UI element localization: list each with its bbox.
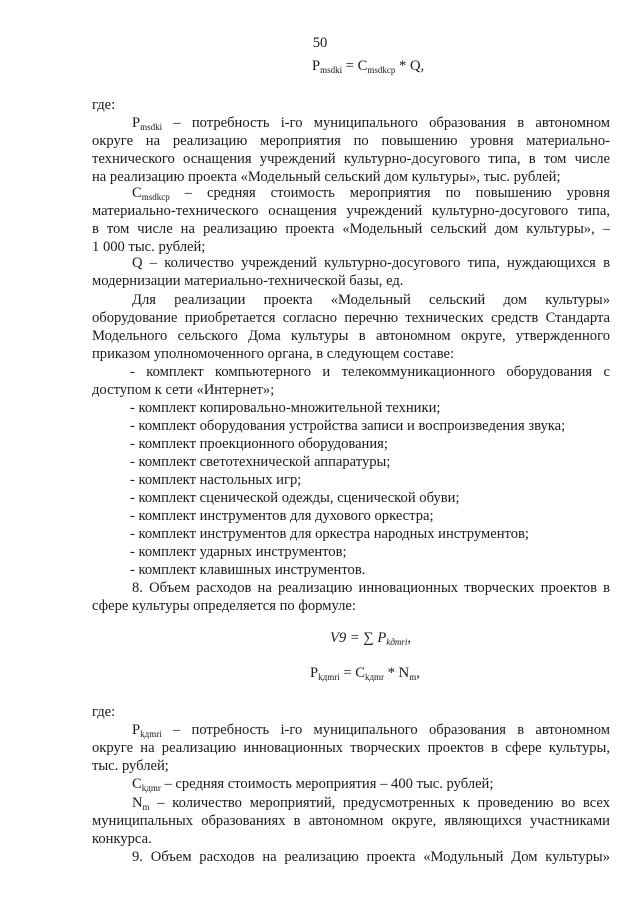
para9-line: 9. Объем расходов на реализацию проекта «Модульный Дом культуры» bbox=[132, 849, 610, 865]
equipment-list-item: - комплект инструментов для оркестра народных инструментов; bbox=[130, 526, 529, 542]
equipment-list-item: - комплект оборудования устройства записи и воспроизведения звука; bbox=[130, 418, 566, 434]
def-pmsdki-line: на реализацию проекта «Модельный сельский дом культуры», тыс. рублей; bbox=[92, 169, 561, 185]
equipment-list-item: - комплект светотехнической аппаратуры; bbox=[130, 454, 391, 470]
def-pmsdki-line: $P_{msdki}$ – потребность i-го муниципального образования в автономном bbox=[132, 115, 610, 132]
where-label-2: где: bbox=[92, 704, 116, 720]
def-nm-line: конкурса. bbox=[92, 831, 152, 847]
para8-line: сфере культуры определяется по формуле: bbox=[92, 598, 356, 614]
def-q-line: модернизации материально-технической базы, ед. bbox=[92, 273, 404, 289]
def-cmsdkcp-line: $C_{msdkcp}$ – средняя стоимость мероприятия по повышению уровня bbox=[132, 185, 610, 202]
equipment-list-item: - комплект проекционного оборудования; bbox=[130, 436, 388, 452]
equipment-list-item: - комплект компьютерного и телекоммуникационного оборудования с bbox=[130, 364, 610, 380]
def-nm-line: $N_m$ – количество мероприятий, предусмотренных к проведению во всех bbox=[132, 795, 610, 812]
para-project-line: Модельного сельского Дома культуры в автономном округе, утвержденного bbox=[92, 328, 610, 344]
para-project-line: оборудование приобретается согласно перечню технических средств Стандарта bbox=[92, 310, 610, 326]
equipment-list-item: - комплект ударных инструментов; bbox=[130, 544, 347, 560]
page-number: 50 bbox=[312, 35, 328, 51]
equipment-list-item: - комплект клавишных инструментов. bbox=[130, 562, 366, 578]
def-cmsdkcp-line: материально-технического оснащения учреждений культурно-досугового типа, bbox=[92, 203, 610, 219]
def-cmsdkcp-line: 1 000 тыс. рублей; bbox=[92, 239, 206, 255]
equipment-list-item: - комплект настольных игр; bbox=[130, 472, 302, 488]
equipment-list-item: доступом к сети «Интернет»; bbox=[92, 382, 275, 398]
def-pkdmri-line: тыс. рублей; bbox=[92, 758, 169, 774]
def-q-line: Q – количество учреждений культурно-досугового типа, нуждающихся в bbox=[132, 255, 610, 271]
para-project-line: приказом уполномоченного органа, в следующем составе: bbox=[92, 346, 455, 362]
def-cmsdkcp-line: в том числе на реализацию проекта «Модельный сельский дом культуры», – bbox=[92, 221, 610, 237]
def-pmsdki-line: округе на реализацию мероприятия по повышению уровня материально- bbox=[92, 133, 610, 149]
equipment-list-item: - комплект сценической одежды, сценической обуви; bbox=[130, 490, 460, 506]
equipment-list-item: - комплект копировально-множительной техники; bbox=[130, 400, 441, 416]
where-label-1: где: bbox=[92, 97, 116, 113]
def-pkdmri-line: округе на реализацию инновационных творческих проектов в сфере культуры, bbox=[92, 740, 610, 756]
def-ckdmr-line: $C_{kдmr}$ – средняя стоимость мероприятия – 400 тыс. рублей; bbox=[132, 776, 494, 793]
formula-v9: V9 = ∑ $P_{kдmri}$, bbox=[330, 630, 412, 647]
para8-line: 8. Объем расходов на реализацию инновационных творческих проектов в bbox=[132, 580, 610, 596]
para-project-line: Для реализации проекта «Модельный сельский дом культуры» bbox=[132, 292, 610, 308]
equipment-list-item: - комплект инструментов для духового оркестра; bbox=[130, 508, 434, 524]
def-pkdmri-line: $P_{kдmri}$ – потребность i-го муниципального образования в автономном bbox=[132, 722, 610, 739]
def-nm-line: муниципальных образованиях в автономном округе, являющихся участниками bbox=[92, 813, 610, 829]
def-pmsdki-line: технического оснащения учреждений культурно-досугового типа, в том числе bbox=[92, 151, 610, 167]
formula-pmsdki: $P_{msdki} = C_{msdkcp} * Q$, bbox=[312, 58, 425, 75]
formula-pkdmri: $P_{kдmri} = C_{kдmr} * N_m$, bbox=[310, 665, 420, 682]
